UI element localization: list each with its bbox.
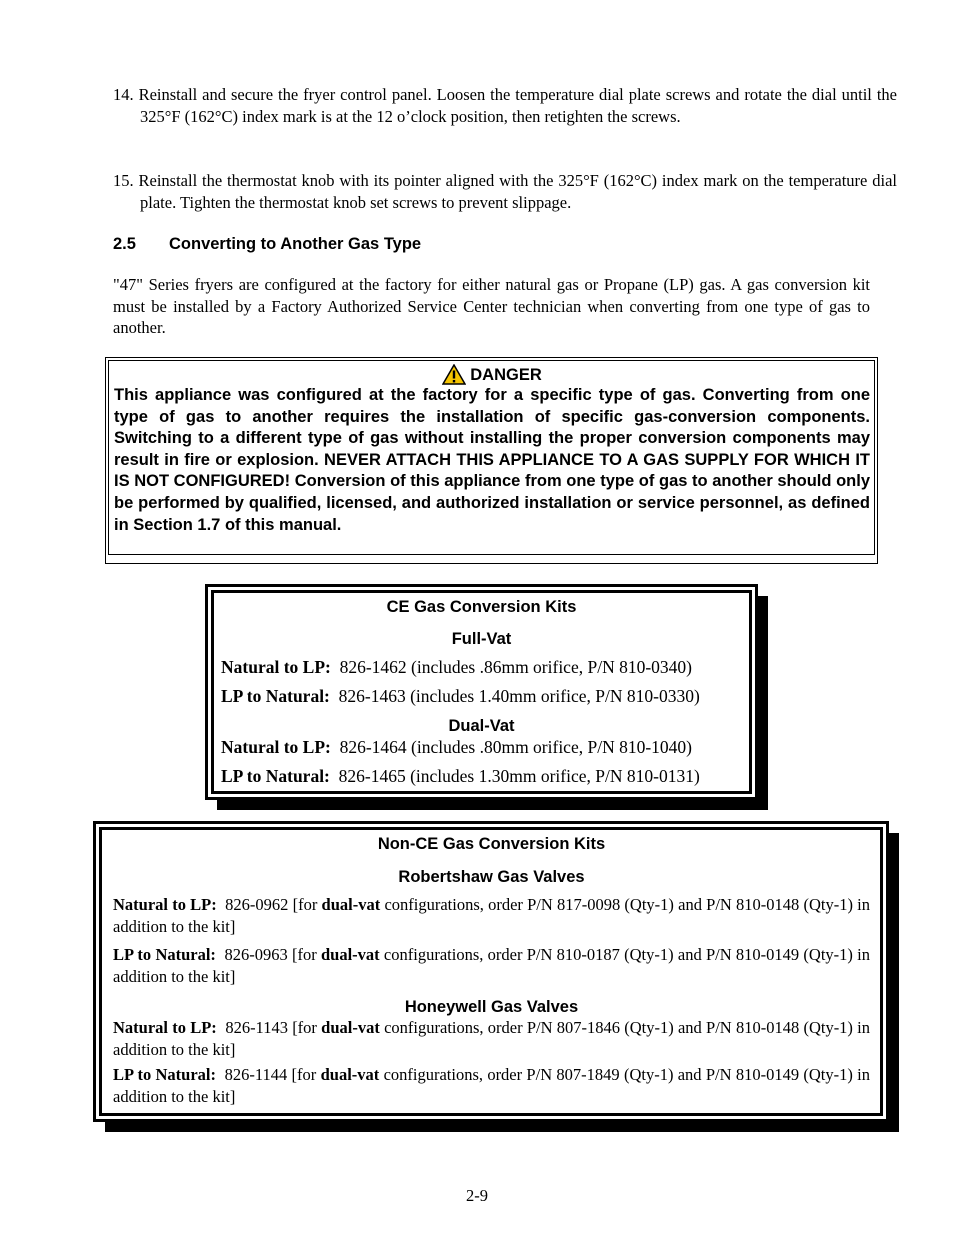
section-heading [113, 235, 421, 254]
step-15: 15. Reinstall the thermostat knob with its pointer aligned with the 325°F (162°C) index mark on the temperature dial plate. Tighten the thermostat knob set screws to prevent slippage. [113, 171, 897, 212]
nonce-kits-title: Non-CE Gas Conversion Kits [377, 835, 606, 853]
ce-group-dual-vat: Dual-Vat [448, 717, 515, 735]
section-number: 2.5 [113, 235, 136, 253]
nonce-row: LP to Natural: 826-0963 [for dual-vat configurations, order P/N 810-0187 (Qty-1) and P/N 810-0149 (Qty-1) in addition to the kit] [113, 945, 871, 986]
nonce-row: LP to Natural: 826-1144 [for dual-vat configurations, order P/N 807-1849 (Qty-1) and P/N 810-0149 (Qty-1) in addition to the kit] [113, 1065, 870, 1106]
warning-triangle-icon [442, 364, 466, 385]
ce-kits-box [205, 584, 768, 810]
ce-row: LP to Natural: 826-1465 (includes 1.30mm orifice, P/N 810-0131) [221, 766, 700, 786]
ce-row: Natural to LP: 826-1462 (includes .86mm orifice, P/N 810-0340) [221, 657, 692, 677]
nonce-group-robertshaw: Robertshaw Gas Valves [398, 868, 585, 886]
step-14: 14. Reinstall and secure the fryer control panel. Loosen the temperature dial plate screws and rotate the dial until the 325°F (162°C) index mark is at the 12 o’clock position, then retighten the screws. [113, 85, 897, 126]
ce-row: Natural to LP: 826-1464 (includes .80mm orifice, P/N 810-1040) [221, 737, 692, 757]
ce-group-full-vat: Full-Vat [451, 630, 512, 648]
section-title: Converting to Another Gas Type [169, 235, 422, 253]
danger-body: This appliance was configured at the factory for a specific type of gas. Converting from one type of gas to another requires the installation of specific gas-conversion components. Switching to a different type of gas without installing the proper conversion components may result in fire or explosion. NEVER ATTACH THIS APPLIANCE TO A GAS SUPPLY FOR WHICH IT IS NOT CONFIGURED! Conversion of this appliance from one type of gas to another should only be performed by qualified, licensed, and authorized installation or service personnel, as defined in Section 1.7 of this manual. [114, 386, 870, 534]
section-paragraph: "47" Series fryers are configured at the factory for either natural gas or Propane (LP) gas. A gas conversion kit must be installed by a Factory Authorized Service Center technician when converting from one type of gas to another. [113, 275, 870, 337]
ce-kits-title: CE Gas Conversion Kits [386, 598, 577, 616]
danger-title: DANGER [470, 365, 542, 384]
page-number: 2-9 [466, 1186, 488, 1205]
nonce-kits-box [93, 821, 899, 1132]
nonce-group-honeywell: Honeywell Gas Valves [404, 998, 579, 1016]
ce-row: LP to Natural: 826-1463 (includes 1.40mm orifice, P/N 810-0330) [221, 686, 700, 706]
danger-box [105, 357, 878, 564]
danger-title-row [114, 364, 870, 385]
nonce-row: Natural to LP: 826-0962 [for dual-vat configurations, order P/N 817-0098 (Qty-1) and P/N 810-0148 (Qty-1) in addition to the kit] [113, 895, 871, 936]
nonce-row: Natural to LP: 826-1143 [for dual-vat configurations, order P/N 807-1846 (Qty-1) and P/N 810-0148 (Qty-1) in addition to the kit] [113, 1018, 871, 1059]
